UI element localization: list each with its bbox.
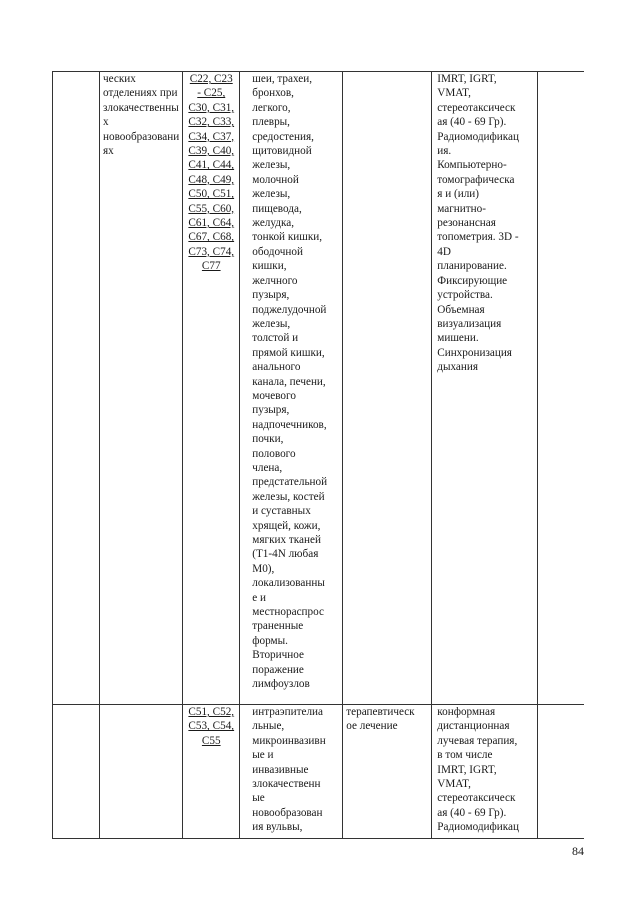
cell-text-line: С39, С40, (188, 145, 235, 158)
cell-text-line: С48, С49, (188, 173, 235, 186)
cell-text-line: члена, (252, 461, 283, 474)
cell-text-line: молочной (252, 173, 299, 186)
cell-text-line: С32, С33, (188, 116, 235, 129)
cell-text-line: ое лечение (346, 720, 398, 733)
cell-text-line: стереотаксическ (437, 792, 516, 805)
cell-text-line: кишки, (252, 260, 287, 273)
cell-text-line: мочевого (252, 389, 296, 402)
cell-text-line: С50, С51, (188, 188, 235, 201)
cell-text-line: ая (40 - 69 Гр). (437, 116, 507, 129)
cell-text-line: железы, (252, 159, 291, 172)
cell-text-line: в том числе (437, 749, 493, 762)
cell-text-line: С34, С37, (188, 130, 235, 143)
cell-text-line: томографическа (437, 173, 515, 186)
cell-text-line: резонансная (437, 217, 496, 230)
cell-text-line: траненные (252, 620, 304, 633)
icd-codes-cell (183, 72, 240, 705)
treatment-type-cell (343, 72, 432, 705)
row-number-cell (53, 705, 100, 839)
cell-text-line: толстой и (252, 332, 299, 345)
cell-text-line: С41, С44, (188, 159, 235, 172)
cell-text-line: С55, С60, (188, 202, 235, 215)
patient-model-cell (240, 705, 343, 839)
cell-text-line: щитовидной (252, 145, 312, 158)
cell-text-line: я и (или) (437, 188, 479, 201)
cell-text-line: плевры, (252, 116, 290, 129)
cell-text-line: анального (252, 361, 301, 374)
cell-text-line: новообразовани (103, 130, 180, 143)
cell-text-line: злокачественны (103, 101, 179, 114)
cell-text-line: формы. (252, 634, 288, 647)
cell-text-line: прямой кишки, (252, 346, 325, 359)
cell-text-line: - С25, (197, 87, 226, 100)
cell-text-line: Радиомодификац (437, 821, 519, 834)
cell-text-line: С61, С64, (188, 217, 235, 230)
cell-text-line: VMAT, (437, 778, 471, 791)
cell-text-line: ческих (103, 73, 136, 85)
cell-text-line: С77 (201, 260, 221, 273)
cost-cell (538, 705, 584, 839)
cell-text-line: легкого, (252, 101, 291, 114)
cell-text-line: поражение (252, 663, 304, 676)
cell-text-line: С30, С31, (188, 101, 235, 114)
cell-text-line: железы, костей (252, 490, 325, 503)
cell-text-line: желудка, (252, 217, 294, 230)
cell-text-line: местнораспрос (252, 606, 324, 619)
cell-text-line: локализованны (252, 577, 325, 590)
cell-text-line: мишени. (437, 332, 479, 345)
cell-text-line: С51, С52, (188, 706, 235, 718)
cell-text-line: С53, С54, (188, 720, 235, 733)
cell-text-line: надпочечников, (252, 418, 327, 431)
table-row (53, 72, 584, 705)
cell-text-line: микроинвазивн (252, 734, 326, 747)
cell-text-line: С22, С23 (189, 73, 233, 85)
cell-text-line: IMRT, IGRT, (437, 763, 497, 776)
page-number: 84 (572, 844, 584, 858)
cell-text-line: С67, С68, (188, 231, 235, 244)
cell-text-line: почки, (252, 433, 284, 446)
cell-text-line: IMRT, IGRT, (437, 73, 497, 85)
cell-text-line: Радиомодификац (437, 130, 519, 143)
cell-text-line: новообразован (252, 806, 323, 819)
cell-text-line: Фиксирующие (437, 274, 508, 287)
cell-text-line: ях (103, 145, 114, 158)
cell-text-line: ия вульвы, (252, 821, 303, 834)
table-row (53, 705, 584, 839)
cell-text-line: е и (252, 591, 266, 604)
treatment-type-cell (343, 705, 432, 839)
treatment-method-cell (432, 72, 538, 705)
cell-text-line: Объемная (437, 303, 485, 316)
cell-text-line: пищевода, (252, 202, 302, 215)
cell-text-line: лимфоузлов (252, 678, 310, 691)
cell-text-line: магнитно- (437, 202, 486, 215)
cell-text-line: Компьютерно- (437, 159, 507, 172)
cell-text-line: С55 (201, 734, 221, 747)
cell-text-line: ые (252, 792, 265, 805)
cost-cell (538, 72, 584, 705)
cell-text-line: дистанционная (437, 720, 510, 733)
treatment-method-cell (432, 705, 538, 839)
cell-text-line: отделениях при (103, 87, 178, 100)
cell-text-line: и суставных (252, 505, 311, 518)
cell-text-line: поджелудочной (252, 303, 327, 316)
cell-text-line: желчного (252, 274, 298, 287)
cell-text-line: ые и (252, 749, 274, 762)
cell-text-line: дыхания (437, 361, 478, 374)
cell-text-line: средостения, (252, 130, 314, 143)
cell-text-line: льные, (252, 720, 285, 733)
cell-text-line: предстательной (252, 476, 328, 489)
cell-text-line: полового (252, 447, 296, 460)
cell-text-line: M0), (252, 562, 275, 575)
cell-text-line: ия. (437, 145, 452, 158)
cell-text-line: ободочной (252, 245, 303, 258)
cell-text-line: железы, (252, 317, 291, 330)
cell-text-line: (T1-4N любая (252, 548, 319, 561)
cell-text-line: интраэпителиа (252, 706, 323, 718)
cell-text-line: 4D (437, 245, 451, 258)
cell-text-line: VMAT, (437, 87, 471, 100)
cell-text-line: тонкой кишки, (252, 231, 323, 244)
cell-text-line: Вторичное (252, 649, 304, 662)
row-number-cell (53, 72, 100, 705)
cell-text-line: инвазивные (252, 763, 309, 776)
cell-text-line: х (103, 116, 109, 129)
cell-text-line: стереотаксическ (437, 101, 516, 114)
cell-text-line: С73, С74, (188, 245, 235, 258)
icd-codes-cell (183, 705, 240, 839)
cell-text-line: канала, печени, (252, 375, 326, 388)
cell-text-line: злокачественн (252, 778, 321, 791)
cell-text-line: мягких тканей (252, 534, 321, 546)
cell-text-line: хрящей, кожи, (252, 519, 321, 532)
cell-text-line: устройства. (437, 289, 493, 302)
cell-text-line: шеи, трахеи, (252, 73, 313, 85)
cell-text-line: пузыря, (252, 404, 290, 417)
cell-text-line: планирование. (437, 260, 507, 273)
patient-model-cell (240, 72, 343, 705)
cell-text-line: пузыря, (252, 289, 290, 302)
cell-text-line: топометрия. 3D - (437, 231, 519, 244)
cell-text-line: конформная (437, 706, 496, 718)
cell-text-line: бронхов, (252, 87, 294, 100)
cell-text-line: терапевтическ (346, 706, 415, 718)
cell-text-line: ая (40 - 69 Гр). (437, 806, 507, 819)
treatment-table (52, 71, 584, 839)
diagnosis-cell (100, 705, 183, 839)
cell-text-line: железы, (252, 188, 291, 201)
cell-text-line: Синхронизация (437, 346, 512, 359)
cell-text-line: лучевая терапия, (437, 734, 518, 747)
diagnosis-cell (100, 72, 183, 705)
cell-text-line: визуализация (437, 317, 502, 330)
